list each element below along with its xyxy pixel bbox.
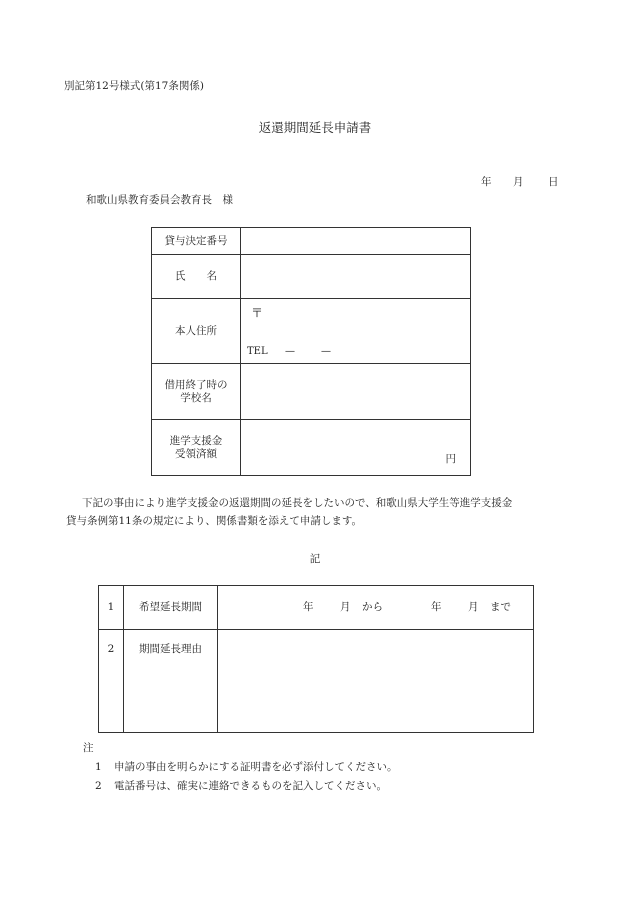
date-year: 年 <box>481 176 492 188</box>
note-number: 1 <box>95 761 102 773</box>
received-label <box>152 420 241 476</box>
school-label-line: 借用終了時の <box>164 378 228 391</box>
yen-unit: 円 <box>445 453 456 465</box>
note-text: 申請の事由を明らかにする証明書を必ず添付してください。 <box>114 761 398 773</box>
school-label <box>152 364 241 420</box>
row-number: 2 <box>99 630 124 733</box>
extension-reason-field[interactable] <box>218 630 534 733</box>
statement-line: 下記の事由により進学支援金の返還期間の延長をしたいので、和歌山県大学生等進学支援金 <box>82 497 513 509</box>
table-row <box>152 364 471 420</box>
date-month: 月 <box>513 176 524 188</box>
school-label-line: 学校名 <box>180 391 212 404</box>
extension-period-field[interactable] <box>218 586 534 630</box>
tel-dash: — <box>285 346 295 357</box>
from-month: 月 <box>340 601 351 613</box>
address-label: 本人住所 <box>152 299 241 364</box>
note-number: 2 <box>95 780 102 792</box>
from-word: から <box>362 601 383 613</box>
tel-label: TEL <box>247 346 268 357</box>
address-field[interactable] <box>241 299 471 364</box>
notes-heading: 注 <box>83 742 94 754</box>
table-row <box>152 255 471 299</box>
request-statement <box>66 494 566 530</box>
page-title: 返還期間延長申請書 <box>258 120 372 135</box>
extension-period-label: 希望延長期間 <box>124 586 218 630</box>
ki-heading: 記 <box>309 553 321 565</box>
to-month: 月 <box>468 601 479 613</box>
date-day: 日 <box>548 176 559 188</box>
received-label-line: 受領済額 <box>175 447 217 460</box>
table-row <box>152 299 471 364</box>
row-number: 1 <box>99 586 124 630</box>
received-label-line: 進学支援金 <box>169 434 223 447</box>
note-text: 電話番号は、確実に連絡できるものを記入してください。 <box>114 780 387 792</box>
detail-table <box>98 585 534 733</box>
tel-dash: — <box>321 346 331 357</box>
table-row <box>99 586 534 630</box>
school-field[interactable] <box>241 364 471 420</box>
loan-number-label: 貸与決定番号 <box>152 228 241 255</box>
table-row <box>152 420 471 476</box>
recipient: 和歌山県教育委員会教育長 様 <box>86 194 233 206</box>
table-row <box>152 228 471 255</box>
applicant-table <box>151 227 471 476</box>
to-year: 年 <box>431 601 442 613</box>
received-amount-field[interactable] <box>241 420 471 476</box>
from-year: 年 <box>303 601 314 613</box>
name-field[interactable] <box>241 255 471 299</box>
postal-mark: 〒 <box>251 306 264 320</box>
table-row <box>99 630 534 733</box>
loan-number-field[interactable] <box>241 228 471 255</box>
form-id: 別記第12号様式(第17条関係) <box>64 80 204 92</box>
statement-line: 貸与条例第11条の規定により、関係書類を添えて申請します。 <box>66 515 363 527</box>
extension-reason-label: 期間延長理由 <box>124 630 218 733</box>
name-label: 氏 名 <box>152 255 241 299</box>
until-word: まで <box>490 601 511 613</box>
